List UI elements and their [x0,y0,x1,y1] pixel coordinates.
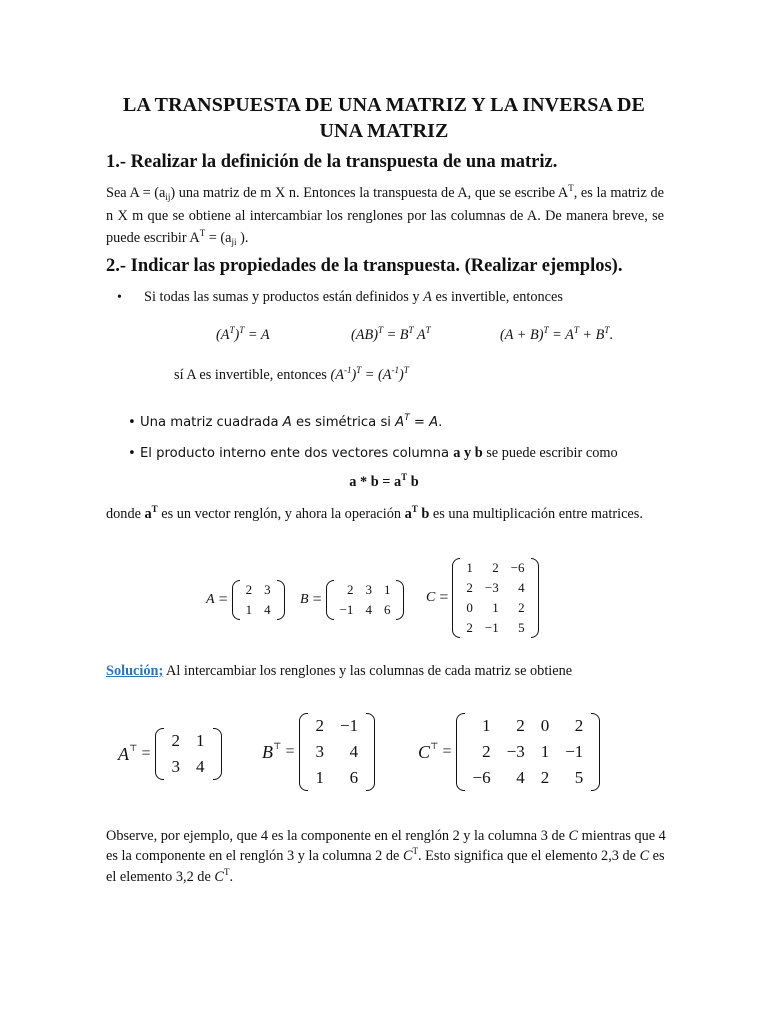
left-paren [299,713,308,791]
matrix-cell: 4 [349,742,359,761]
matrix-cell: 2 [466,620,473,635]
bullet2-text-c: = [409,415,430,430]
equals-sign: = [285,743,295,760]
matrix-c-transpose [418,713,600,791]
matrix-cell: 1 [383,582,391,597]
matrix-cell: −6 [510,560,525,575]
bullet-inner-product [128,444,618,462]
bullet2-text-d: . [438,415,443,430]
right-paren [396,580,404,620]
definition-paragraph [106,182,664,250]
donde-c: es una multiplicación entre matrices. [429,506,643,522]
matrix-cell: 1 [315,768,324,787]
matrix-body [456,713,601,791]
formula-sum-transpose: $(A + B)^T = A^T + B^T$. [500,325,613,343]
matrix-cell: 4 [264,602,271,617]
donde-a: donde [106,506,145,522]
matrix-cell: 1 [466,560,473,575]
right-paren [213,728,222,780]
right-paren [366,713,375,791]
bullet1-var: A [423,289,432,305]
donde-paragraph: donde $a^T$ es un vector renglón, y ahora la operación $a^T$ b es una multiplicación entre matrices. [106,504,643,522]
matrix-body [326,580,405,620]
matrix-cell: −1 [339,602,354,617]
solution-text: Al intercambiar los renglones y las columnas de cada matriz se obtiene [163,663,573,679]
left-paren [452,558,460,638]
equals-sign: = [442,743,452,760]
bullet-invertible [144,289,563,306]
transpose-symbol: ⊤ [129,742,138,753]
matrix-cell: 2 [482,742,491,761]
matrix-cell: 3 [171,757,180,776]
matrix-a [206,580,285,620]
matrix-cell: −6 [472,768,491,787]
equals-sign: = [312,591,322,608]
matrix-label: C [418,741,431,762]
transpose-symbol: ⊤ [430,740,439,751]
bullet3-text-b: se puede escribir como [482,445,618,461]
def-sub-ij: ij [165,192,171,202]
matrix-cell: 3 [264,582,271,597]
def-text-5: ). [236,230,249,246]
matrix-cell: 2 [518,600,525,615]
matrix-b-transpose [262,713,375,791]
observe-b: mientras que 4 es la componente en el renglón 3 y la columna 2 de [106,828,666,864]
matrix-cell: 1 [540,742,550,761]
matrix-cell: 4 [518,580,525,595]
matrix-cell: 2 [516,716,525,735]
matrix-label: A [118,743,129,764]
def-sup-t1: T [568,183,574,193]
def-sup-t2: T [199,228,206,238]
formula-product-transpose: $(AB)^T = B^T$ $A^T$ [351,325,431,343]
def-text-3: , es la matriz de n X m que se obtiene al intercambiar los renglones por las columnas de A. De manera breve, se puede escribir A [106,185,664,246]
matrix-cell: 6 [349,768,359,787]
matrix-body [155,728,222,780]
matrix-body [452,558,538,638]
transpose-symbol: ⊤ [273,740,282,751]
matrix-cell: 5 [518,620,525,635]
matrix-cell: 5 [574,768,584,787]
bullet2-text-b: es simétrica si [291,415,396,430]
observe-d: es el elemento 3,2 de [106,848,665,885]
matrix-body [299,713,376,791]
equals-sign: = [218,591,228,608]
def-text-1: Sea A = (a [106,185,166,201]
matrix-c [426,558,539,638]
def-sub-ji: ji [231,237,237,247]
matrix-cell: 2 [540,768,550,787]
matrix-cell: 2 [245,582,253,597]
matrix-b [300,580,404,620]
inverse-text: sí A es invertible, entonces [174,367,331,383]
right-paren [591,713,600,791]
matrix-label: B [300,592,309,607]
bullet3-text-a: • El producto interno ente dos vectores columna [128,446,454,461]
matrix-cell: 1 [196,731,205,750]
matrix-cell: 3 [315,742,324,761]
matrix-body [232,580,285,620]
bullet1-text-a: Si todas las sumas y productos están definidos y [144,289,424,305]
observe-a: Observe, por ejemplo, que 4 es la componente en el renglón 2 y la columna 3 de [106,828,569,844]
matrix-cell: −1 [340,716,359,735]
left-paren [326,580,334,620]
matrix-cell: 6 [383,602,391,617]
right-paren [277,580,285,620]
inverse-property: sí A es invertible, entonces $(A^{-1})^T = (A^{-1})^T$ [174,365,409,383]
left-paren [155,728,164,780]
left-paren [232,580,240,620]
observe-c: . Esto significa que el elemento 2,3 de [418,848,640,864]
inner-product-formula: $a * b = a^T$ b [349,472,419,490]
observe-e: . [229,869,234,885]
matrix-cell: 0 [466,600,473,615]
matrix-label: A [206,592,215,607]
matrix-cell: 3 [365,582,372,597]
inner-product-a: a * b = a [349,474,402,490]
matrix-a-transpose [118,728,222,780]
matrix-cell: 2 [466,580,473,595]
donde-b: es un vector renglón, y ahora la operación [157,506,405,522]
matrix-cell: 4 [196,757,205,776]
matrix-cell: 2 [171,731,180,750]
matrix-cell: −1 [565,742,584,761]
matrix-cell: 0 [540,716,550,735]
matrix-cell: −1 [484,620,499,635]
matrix-label: B [262,741,273,762]
def-text-4: = (a [205,230,232,246]
inner-product-b: b [407,474,419,490]
matrix-cell: 1 [245,602,253,617]
def-text-2: ) una matriz de m X n. Entonces la transpuesta de A, que se escribe A [170,185,569,201]
title-line-1: LA TRANSPUESTA DE UNA MATRIZ Y LA INVERSA DE [123,94,645,116]
title-line-2: UNA MATRIZ [319,120,449,142]
bullet1-text-b: es invertible, entonces [431,289,563,305]
matrix-cell: 1 [492,600,499,615]
matrix-cell: 4 [365,602,372,617]
bullet3-bold: a y b [453,445,483,461]
bullet2-var: A [282,415,292,430]
equals-sign: = [439,589,449,606]
equals-sign: = [141,745,151,762]
matrix-cell: 2 [346,582,354,597]
section-1-heading: 1.- Realizar la definición de la transpuesta de una matriz. [106,152,558,172]
bullet-symmetric: • Una matriz cuadrada A es simétrica si $A^T = A$. [128,413,443,430]
section-2-heading: 2.- Indicar las propiedades de la transpuesta. (Realizar ejemplos). [106,256,623,276]
solution-line [106,663,572,680]
matrix-cell: 2 [574,716,584,735]
right-paren [531,558,539,638]
matrix-cell: −3 [506,742,525,761]
solution-link[interactable]: Solución; [106,663,164,679]
left-paren [456,713,465,791]
matrix-cell: 1 [482,716,491,735]
matrix-cell: −3 [484,580,499,595]
matrix-cell: 2 [492,560,499,575]
bullet-dot: • [117,290,122,305]
matrix-cell: 2 [315,716,324,735]
bullet2-text-a: • Una matriz cuadrada [128,415,283,430]
page-title [60,92,708,144]
matrix-cell: 4 [516,768,525,787]
matrix-label: C [426,590,436,605]
observe-paragraph: Observe, por ejemplo, que 4 es la componente en el renglón 2 y la columna 3 de C mientras que 4 es la componente en el renglón 3 y la columna 2 de $C^T$. Esto significa que el elemento 2,3 de C es el elemento 3,2 de $C^T$. [106,828,666,885]
formula-transpose-of-transpose: $(A^T)^T = A$ [216,325,270,343]
